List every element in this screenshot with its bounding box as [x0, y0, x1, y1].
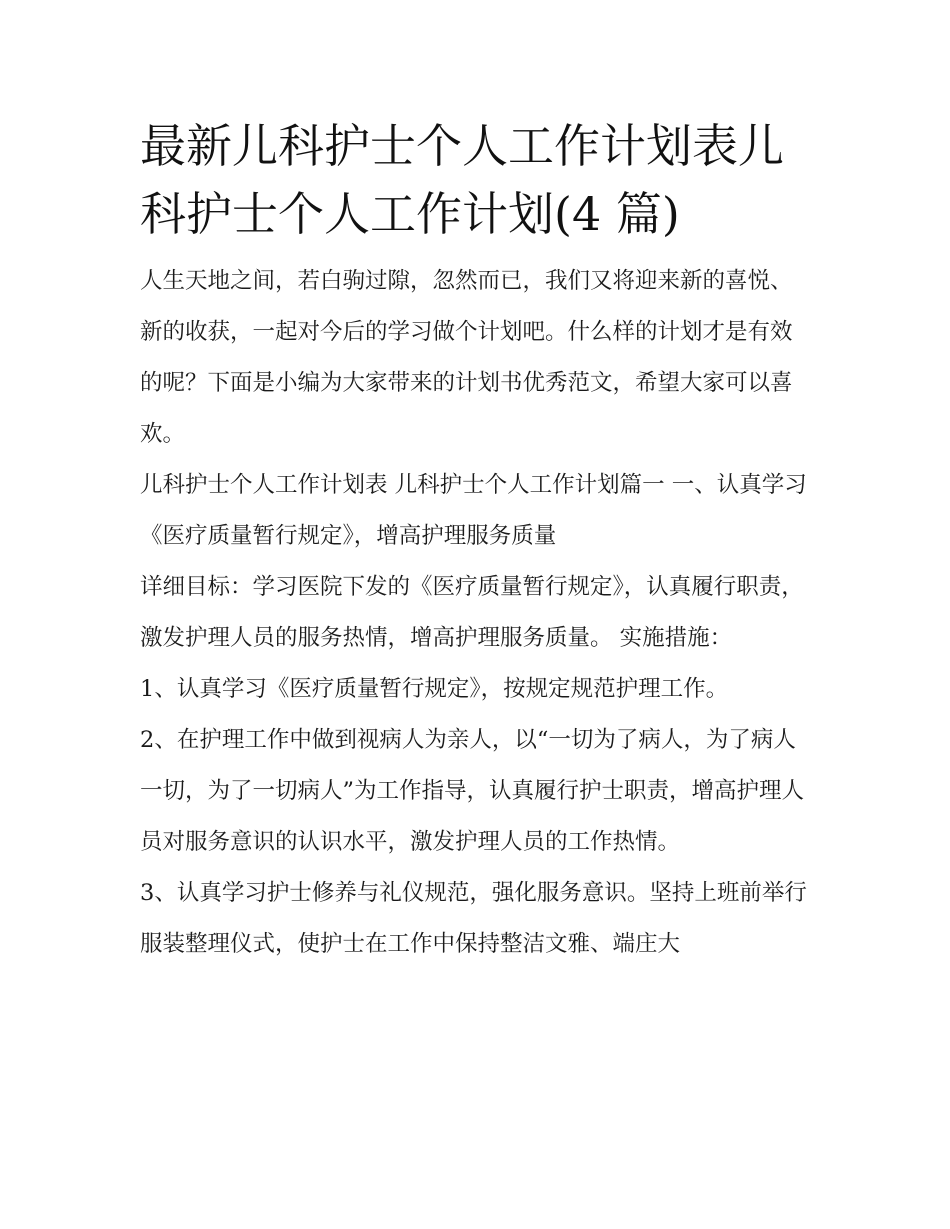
section-heading-paragraph: 儿科护士个人工作计划表 儿科护士个人工作计划篇一 一、认真学习《医疗质量暂行规定》，增高护理服务质量	[140, 472, 807, 549]
document-title: 最新儿科护士个人工作计划表儿科护士个人工作计划(4 篇)	[140, 119, 784, 241]
goal-paragraph: 详细目标：学习医院下发的《医疗质量暂行规定》，认真履行职责，激发护理人员的服务热情，增高护理服务质量。 实施措施：	[140, 574, 804, 651]
document-page	[140, 112, 812, 970]
intro-paragraph: 人生天地之间，若白驹过隙，忽然而已，我们又将迎来新的喜悦、新的收获，一起对今后的学习做个计划吧。什么样的计划才是有效的呢？下面是小编为大家带来的计划书优秀范文，希望大家可以喜欢。	[140, 268, 793, 447]
measure-item-2: 2、在护理工作中做到视病人为亲人，以“一切为了病人，为了病人一切，为了一切病人”为工作指导，认真履行护士职责，增高护理人员对服务意识的认识水平，激发护理人员的工作热情。	[140, 727, 805, 855]
measure-item-1: 1、认真学习《医疗质量暂行规定》，按规定规范护理工作。	[140, 676, 729, 702]
measure-item-3: 3、认真学习护士修养与礼仪规范，强化服务意识。坚持上班前举行服装整理仪式，使护士在工作中保持整洁文雅、端庄大	[140, 880, 807, 957]
